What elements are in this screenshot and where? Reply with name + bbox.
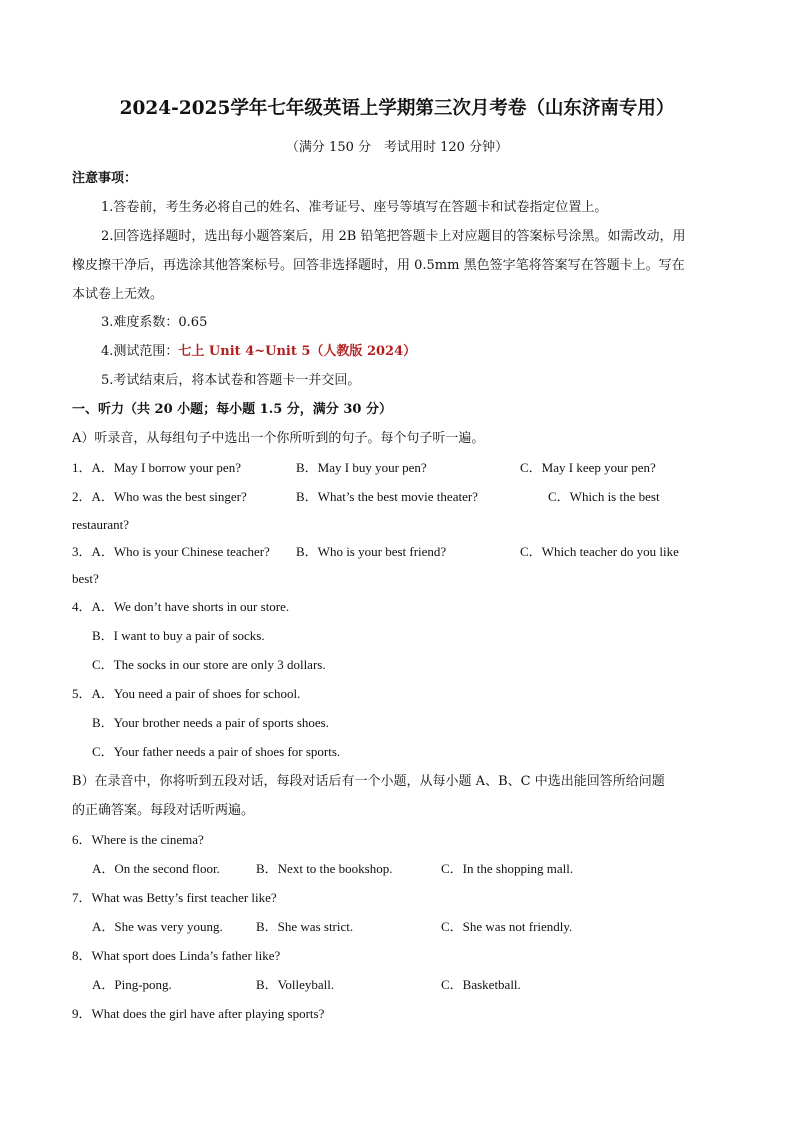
notice-5: 5.考试结束后，将本试卷和答题卡一并交回。 (101, 373, 361, 388)
part-b-instruction-line-2: 的正确答案。每段对话听两遍。 (72, 803, 255, 818)
q7-option-a: A．She was very young. (92, 919, 223, 934)
part-a-instruction: A）听录音，从每组句子中选出一个你所听到的句子。每个句子听一遍。 (72, 431, 485, 446)
q4-option-a: 4．A．We don’t have shorts in our store. (72, 599, 290, 614)
q6-stem: 6．Where is the cinema? (72, 832, 204, 847)
q7-option-b: B．She was strict. (256, 919, 354, 934)
q7-stem: 7．What was Betty’s first teacher like? (72, 890, 277, 905)
q1-option-c: C．May I keep your pen? (520, 460, 656, 475)
notice-4-prefix: 4.测试范围： (101, 344, 179, 359)
exam-subtitle: （满分 150 分 考试用时 120 分钟） (285, 140, 509, 155)
notice-3: 3.难度系数：0.65 (101, 315, 208, 330)
q1-option-a: 1．A．May I borrow your pen? (72, 460, 241, 475)
q6-option-a: A．On the second floor. (92, 861, 220, 876)
page-title: 2024-2025学年七年级英语上学期第三次月考卷（山东济南专用） (119, 98, 675, 119)
notice-2-line-1: 2.回答选择题时，选出每小题答案后，用 2B 铅笔把答题卡上对应题目的答案标号涂黑。如需改动，用 (101, 229, 686, 244)
test-scope-highlight: 七上 Unit 4~Unit 5（人教版 2024） (178, 344, 417, 359)
notice-2-line-3: 本试卷上无效。 (72, 287, 164, 302)
section-1-heading: 一、听力（共 20 小题；每小题 1.5 分，满分 30 分） (72, 402, 392, 417)
q3-option-a: 3．A．Who is your Chinese teacher? (72, 544, 270, 559)
q1-option-b: B．May I buy your pen? (296, 460, 427, 475)
q4-option-b: B．I want to buy a pair of socks. (92, 628, 265, 643)
notice-1: 1.答卷前，考生务必将自己的姓名、准考证号、座号等填写在答题卡和试卷指定位置上。 (101, 200, 608, 215)
q7-option-c: C．She was not friendly. (441, 919, 573, 934)
q8-stem: 8．What sport does Linda’s father like? (72, 948, 281, 963)
q6-option-b: B．Next to the bookshop. (256, 861, 393, 876)
q5-option-a: 5．A．You need a pair of shoes for school. (72, 686, 301, 701)
notice-heading: 注意事项： (72, 171, 138, 186)
q5-option-b: B．Your brother needs a pair of sports shoes. (92, 715, 329, 730)
q5-option-c: C．Your father needs a pair of shoes for sports. (92, 744, 341, 759)
part-b-instruction-line-1: B）在录音中，你将听到五段对话，每段对话后有一个小题，从每小题 A、B、C 中选出能回答所给问题 (72, 774, 665, 789)
q2-option-a: 2．A．Who was the best singer? (72, 489, 247, 504)
q2-option-b: B．What’s the best movie theater? (296, 489, 478, 504)
q9-stem: 9．What does the girl have after playing sports? (72, 1006, 325, 1021)
q2-option-c-wrap: restaurant? (72, 517, 130, 532)
q6-option-c: C．In the shopping mall. (441, 861, 574, 876)
q8-option-a: A．Ping-pong. (92, 977, 172, 992)
q8-option-c: C．Basketball. (441, 977, 521, 992)
q4-option-c: C．The socks in our store are only 3 dollars. (92, 657, 326, 672)
notice-2-line-2: 橡皮擦干净后，再选涂其他答案标号。回答非选择题时，用 0.5mm 黑色签字笔将答案写在答题卡上。写在 (72, 258, 685, 273)
q8-option-b: B．Volleyball. (256, 977, 335, 992)
q2-option-c: C．Which is the best (548, 489, 660, 504)
q3-option-c: C．Which teacher do you like (520, 544, 679, 559)
q3-option-b: B．Who is your best friend? (296, 544, 447, 559)
q3-option-c-wrap: best? (72, 571, 99, 586)
notice-4 (101, 343, 416, 361)
